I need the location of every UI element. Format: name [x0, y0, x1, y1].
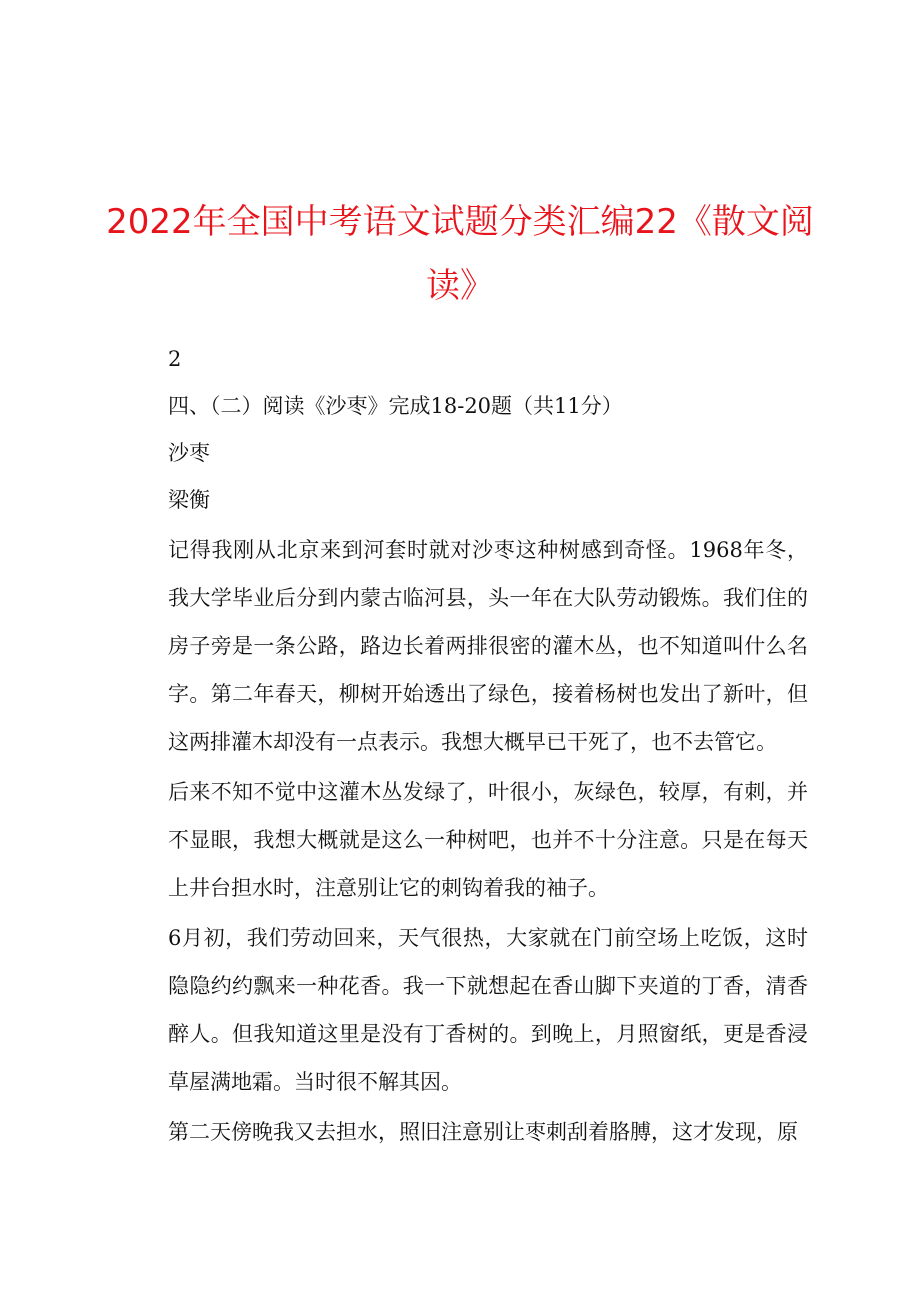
section-heading: 四、（二）阅读《沙枣》完成18-20题（共11分） — [168, 394, 623, 418]
paragraph-2 — [168, 768, 808, 912]
article-title: 沙枣 — [168, 441, 210, 465]
paragraph-3 — [168, 914, 808, 1106]
article-author: 梁衡 — [168, 488, 210, 512]
paragraph-text: 第二天傍晚我又去担水，照旧注意别让枣刺刮着胳膊，这才发现，原 — [168, 1120, 798, 1144]
paragraph-text: 后来不知不觉中这灌木丛发绿了，叶很小，灰绿色，较厚，有刺，并不显眼，我想大概就是这么一种树吧，也并不十分注意。只是在每天上井台担水时，注意别让它的刺钩着我的袖子。 — [168, 780, 808, 900]
paragraph-text: 记得我刚从北京来到河套时就对沙枣这种树感到奇怪。1968年冬，我大学毕业后分到内蒙古临河县，头一年在大队劳动锻炼。我们住的房子旁是一条公路，路边长着两排很密的灌木丛，也不知道叫什么名字。第二年春天，柳树开始透出了绿色，接着杨树也发出了新叶，但这两排灌木却没有一点表示。我想大概早已干死了，也不去管它。 — [168, 538, 808, 754]
document-body — [168, 336, 808, 1144]
paragraph-text: 6月初，我们劳动回来，天气很热，大家就在门前空场上吃饭，这时隐隐约约飘来一种花香。我一下就想起在香山脚下夹道的丁香，清香醉人。但我知道这里是没有丁香树的。到晚上，月照窗纸，更是香浸草屋满地霜。当时很不解其因。 — [168, 926, 808, 1094]
document-title: 2022年全国中考语文试题分类汇编22《散文阅读》 — [106, 202, 814, 306]
paragraph-1 — [168, 526, 808, 766]
page-number-label: 2 — [168, 347, 182, 371]
paragraph-4 — [168, 1108, 808, 1156]
